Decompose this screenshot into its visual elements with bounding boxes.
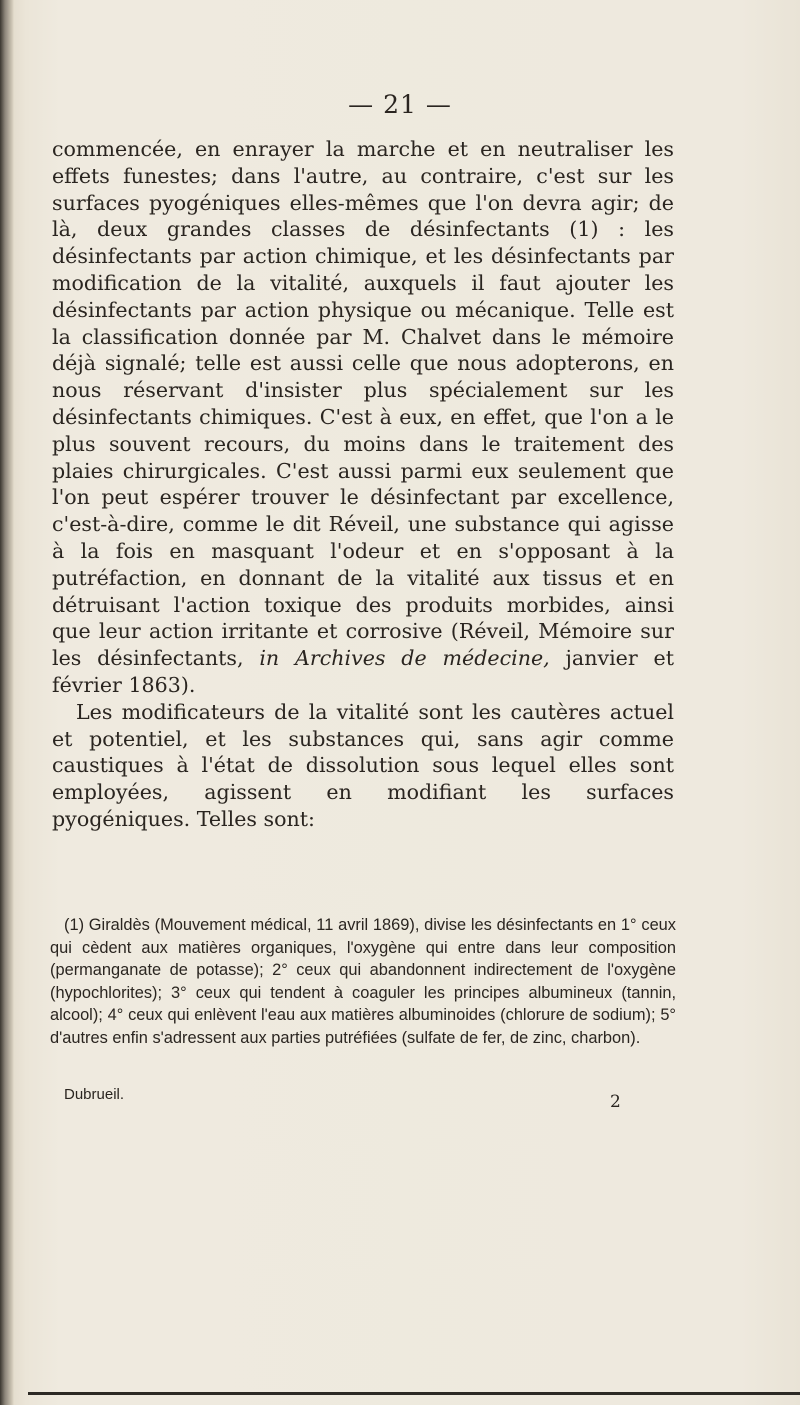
paragraph-1-after: janvier et février 1863). [52,646,674,697]
paragraph-1 [52,136,674,699]
paragraph-1-text: commencée, en enrayer la marche et en neutraliser les effets funestes; dans l'autre, au contraire, c'est sur les surfaces pyogéniques elles-mêmes que l'on devra agir; de là, deux grandes classes de désinfectants (1) : les désinfectants par action chimique, et les désinfectants par modification de la vitalité, auxquels il faut ajouter les désinfectants par action physique ou mécanique. Telle est la classification donnée par M. Chalvet dans le mémoire déjà signalé; telle est aussi celle que nous adopterons, en nous réservant d'insister plus spécialement sur les désinfectants chimiques. C'est à eux, en effet, que l'on a le plus souvent recours, du moins dans le traitement des plaies chirurgicales. C'est aussi parmi eux seulement que l'on peut espérer trouver le désinfectant par excellence, c'est-à-dire, comme le dit Réveil, une substance qui agisse à la fois en masquant l'odeur et en s'opposant à la putréfaction, en donnant de la vitalité aux tissus et en détruisant l'action toxique des produits morbides, ainsi que leur action irritante et corrosive (Réveil, Mémoire sur les désinfectants, [52,137,674,671]
main-text [52,136,674,833]
paragraph-2: Les modificateurs de la vitalité sont les cautères actuel et potentiel, et les substances qui, sans agir comme caustiques à l'état de dissolution sous lequel elles sont employées, agissent en modifiant les surfaces pyogéniques. Telles sont: [52,699,674,831]
footnote: (1) Giraldès (Mouvement médical, 11 avril 1869), divise les désinfectants en 1° ceux qui cèdent aux matières organiques, l'oxygène qui entre dans leur composition (permanganate de potasse); 2° ceux qui abandonnent indirectement de l'oxygène (hypochlorites); 3° ceux qui tendent à coaguler les principes albumineux (tannin, alcool); 4° ceux qui enlèvent l'eau aux matières albuminoides (chlorure de sodium); 5° d'autres enfin s'adressent aux parties putréfiées (sulfate de fer, de zinc, charbon). [50,916,676,1047]
paragraph-1-italic: in Archives de médecine, [259,646,550,671]
page-number-header: — 21 — [348,90,452,119]
signature-mark: Dubrueil. [64,1086,125,1103]
sheet-number: 2 [610,1092,621,1112]
bottom-rule [28,1392,800,1395]
book-binding-edge [0,0,14,1405]
